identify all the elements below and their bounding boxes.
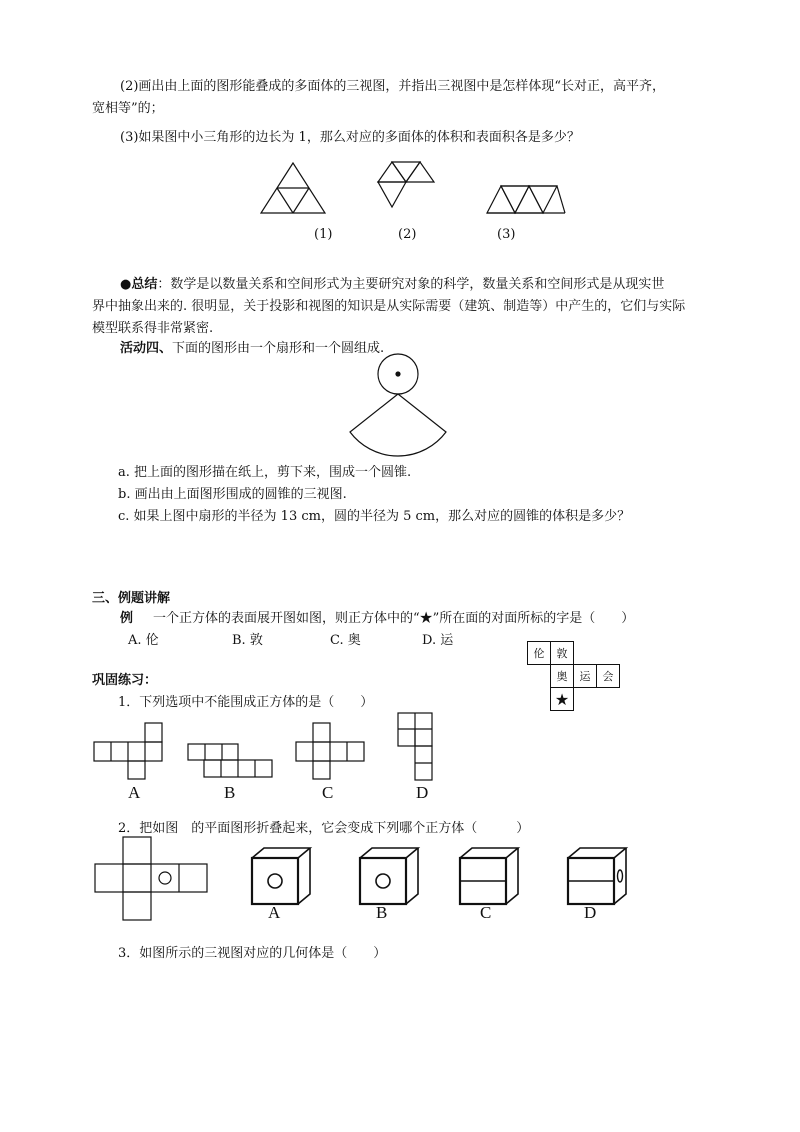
q2-plane-net bbox=[94, 836, 210, 922]
triangle-label-1: (1) bbox=[314, 227, 333, 242]
summary-bullet: ● bbox=[120, 277, 132, 292]
triangle-figure-2 bbox=[375, 160, 447, 210]
triangle-figure-1 bbox=[258, 160, 328, 216]
summary-line-1 bbox=[120, 276, 664, 294]
q2-cube-a bbox=[250, 846, 312, 906]
q1-label-c: C bbox=[322, 783, 334, 802]
section3-heading: 三、例题讲解 bbox=[92, 591, 171, 606]
summary-text-1: ：数学是以数量关系和空间形式为主要研究对象的科学，数量关系和空间形式是从现实世 bbox=[157, 277, 665, 292]
q1-net-b bbox=[186, 742, 276, 780]
activity4-title: 活动四、 bbox=[120, 341, 173, 356]
question-2-line-2: 宽相等”的； bbox=[92, 101, 164, 116]
practice-heading: 巩固练习： bbox=[92, 673, 158, 688]
practice-q3: 3．如图所示的三视图对应的几何体是（ ） bbox=[118, 946, 387, 961]
question-2-line-1: (2)画出由上面的图形能叠成的多面体的三视图，并指出三视图中是怎样体现“长对正，高平齐， bbox=[120, 79, 666, 94]
net-cell: 敦 bbox=[550, 641, 574, 665]
net-star-cell: ★ bbox=[550, 687, 574, 711]
activity4-item-b: b. 画出由上面图形围成的圆锥的三视图. bbox=[118, 487, 347, 502]
option-b: B. 敦 bbox=[232, 633, 263, 648]
q2-cube-c bbox=[458, 846, 520, 906]
triangle-label-2: (2) bbox=[398, 227, 417, 242]
practice-q1: 1．下列选项中不能围成正方体的是（ ） bbox=[118, 695, 374, 710]
option-a: A. 伦 bbox=[128, 633, 159, 648]
q1-label-d: D bbox=[416, 783, 429, 802]
q1-label-a: A bbox=[128, 783, 141, 802]
q1-label-b: B bbox=[224, 783, 236, 802]
q2-label-c: C bbox=[480, 903, 492, 922]
q1-net-c bbox=[294, 722, 368, 780]
q2-cube-d bbox=[566, 846, 628, 906]
net-cell: 奥 bbox=[550, 664, 574, 688]
option-d: D. 运 bbox=[422, 633, 454, 648]
net-cell: 会 bbox=[596, 664, 620, 688]
net-cell: 伦 bbox=[527, 641, 551, 665]
triangle-figure-3 bbox=[484, 183, 568, 217]
net-cell: 运 bbox=[573, 664, 597, 688]
example-label: 例 bbox=[120, 611, 134, 626]
activity4-item-a: a. 把上面的图形描在纸上，剪下来，围成一个圆锥. bbox=[118, 465, 412, 480]
activity4-text: 下面的图形由一个扇形和一个圆组成. bbox=[172, 341, 385, 356]
summary-title: 总结 bbox=[131, 277, 158, 292]
q1-net-a bbox=[92, 722, 162, 780]
q2-label-b: B bbox=[376, 903, 388, 922]
example-line bbox=[120, 610, 634, 628]
triangle-label-3: (3) bbox=[497, 227, 516, 242]
sector-circle-figure bbox=[340, 352, 460, 452]
question-3: (3)如果图中小三角形的边长为 1，那么对应的多面体的体积和表面积各是多少？ bbox=[120, 130, 580, 145]
summary-line-2: 界中抽象出来的. 很明显，关于投影和视图的知识是从实际需要（建筑、制造等）中产生的，它们与实际 bbox=[92, 299, 686, 314]
option-c: C. 奥 bbox=[330, 633, 361, 648]
example-text: 一个正方体的表面展开图如图，则正方体中的“★”所在面的对面所标的字是（ ） bbox=[153, 611, 635, 626]
activity4-item-c: c. 如果上图中扇形的半径为 13 cm，圆的半径为 5 cm，那么对应的圆锥的体积是多少？ bbox=[118, 509, 631, 524]
q2-cube-b bbox=[358, 846, 420, 906]
q1-net-d bbox=[396, 712, 436, 782]
q2-label-d: D bbox=[584, 903, 597, 922]
practice-q2: 2．把如图 的平面图形折叠起来，它会变成下列哪个正方体（ ） bbox=[118, 821, 530, 836]
q2-label-a: A bbox=[268, 903, 281, 922]
summary-line-3: 模型联系得非常紧密. bbox=[92, 321, 214, 336]
